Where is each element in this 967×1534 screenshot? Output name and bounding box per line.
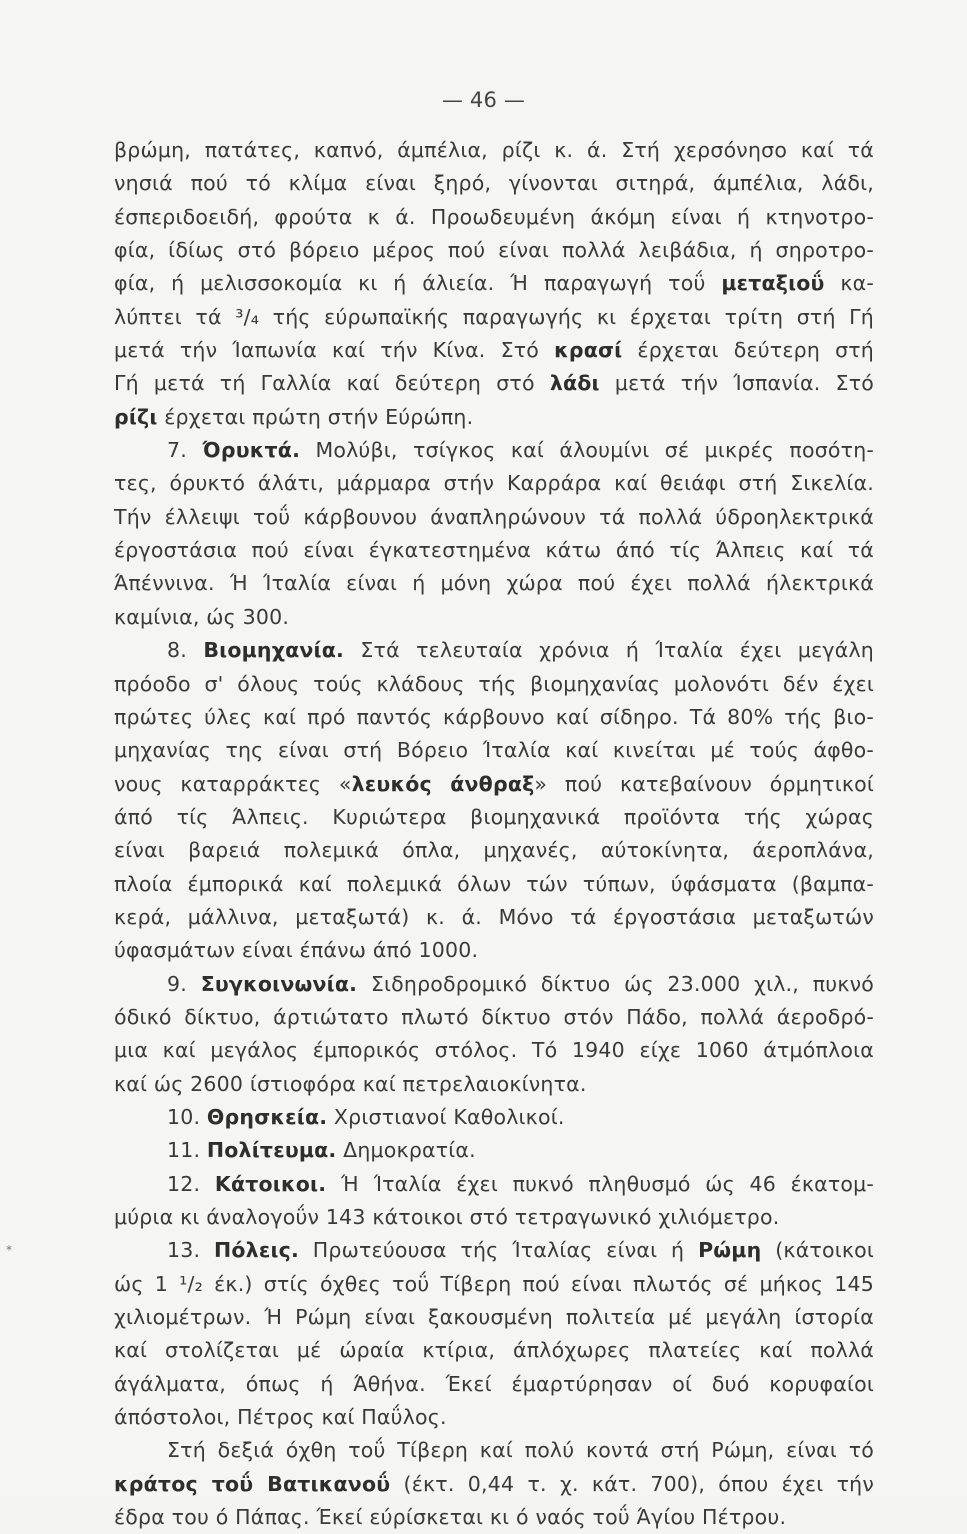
text-line — [114, 334, 874, 367]
text-run: 12. — [167, 1171, 215, 1196]
text-line — [114, 467, 874, 500]
text-run: είναι βαρειά πολεμικά όπλα, μηχανές, αύτοκίνητα, άεροπλάνα, — [114, 838, 874, 863]
bold-term: Ρώμη — [698, 1238, 762, 1263]
text-run: μηχανίας της είναι στή Βόρειο Ίταλία καί κινείται μέ τούς άφθο- — [114, 738, 874, 763]
text-line — [114, 1268, 874, 1301]
text-line — [114, 1234, 874, 1267]
text-run: φία, ή μελισσοκομία κι ή άλιεία. Ή παραγωγή τοΰ — [114, 271, 722, 296]
text-run: » πού κατεβαίνουν όρμητικοί — [534, 771, 875, 796]
bold-term: λάδι — [549, 371, 600, 396]
text-run: μετά τήν Ίσπανία. Στό — [599, 371, 874, 396]
text-line — [114, 534, 874, 567]
text-run: 11. — [167, 1138, 207, 1163]
text-line — [114, 901, 874, 934]
bold-term: Βιομηχανία. — [203, 638, 345, 663]
text-run: πρόοδο σ' όλους τούς κλάδους τής βιομηχανίας μολονότι δέν έχει — [114, 671, 874, 696]
text-run: καμίνια, ώς 300. — [114, 604, 290, 629]
text-line — [114, 1468, 874, 1501]
text-run: Άπέννινα. Ή Ίταλία είναι ή μόνη χώρα πού έχει πολλά ήλεκτρικά — [114, 571, 874, 596]
text-line — [114, 201, 874, 234]
text-line — [114, 934, 874, 967]
body-text — [114, 134, 874, 1534]
text-line — [114, 1101, 874, 1134]
text-line — [114, 567, 874, 600]
text-line — [114, 1168, 874, 1201]
text-line — [114, 234, 874, 267]
text-run: 8. — [167, 638, 204, 663]
text-line — [114, 1068, 874, 1101]
margin-mark: * — [6, 1243, 13, 1257]
text-line — [114, 868, 874, 901]
text-run: (έκτ. 0,44 τ. χ. κάτ. 700), όπου έχει τήν — [390, 1471, 874, 1496]
bold-term: κρασί — [554, 338, 623, 363]
text-run: 13. — [167, 1238, 215, 1263]
text-line — [114, 1034, 874, 1067]
text-line — [114, 701, 874, 734]
text-run: Πρωτεύουσα τής Ίταλίας είναι ή — [298, 1238, 699, 1263]
text-run: βρώμη, πατάτες, καπνό, άμπέλια, ρίζι κ. ά. Στή χερσόνησο καί τά — [114, 138, 874, 162]
text-line — [114, 1001, 874, 1034]
text-run: καί στολίζεται μέ ώραία κτίρια, άπλόχωρες πλατείες καί πολλά — [114, 1338, 874, 1363]
text-run: ύφασμάτων είναι έπάνω άπό 1000. — [114, 938, 479, 963]
text-run: Δημοκρατία. — [336, 1138, 476, 1163]
text-line — [114, 267, 874, 300]
text-run: 10. — [167, 1104, 207, 1129]
text-run: Χριστιανοί Καθολικοί. — [327, 1104, 565, 1129]
text-run: νησιά πού τό κλίμα είναι ξηρό, γίνονται σιτηρά, άμπέλια, λάδι, — [114, 171, 874, 196]
text-run: 7. — [167, 438, 203, 463]
bold-term: κράτος τοΰ Βατικανοΰ — [114, 1471, 391, 1496]
text-line — [114, 1368, 874, 1401]
text-line — [114, 134, 874, 167]
text-line — [114, 601, 874, 634]
text-line — [114, 1401, 874, 1434]
text-run: έρχεται πρώτη στήν Εύρώπη. — [157, 404, 474, 429]
bold-term: Όρυκτά. — [202, 438, 301, 463]
text-line — [114, 167, 874, 200]
text-line — [114, 668, 874, 701]
text-run: καί ώς 2600 ίστιοφόρα καί πετρελαιοκίνητα. — [114, 1071, 587, 1096]
text-run: μύρια κι άναλογοΰν 143 κάτοικοι στό τετραγωνικό χιλιόμετρο. — [114, 1205, 780, 1229]
text-line — [114, 801, 874, 834]
bold-term: ρίζι — [114, 404, 158, 429]
text-run: ώς 1 ¹/₂ έκ.) στίς όχθες τοΰ Τίβερη πού είναι πλωτός σέ μήκος 145 — [114, 1271, 874, 1296]
text-line — [114, 501, 874, 534]
text-line — [114, 734, 874, 767]
text-line — [114, 834, 874, 867]
text-run: έργοστάσια πού είναι έγκατεστημένα κάτω άπό τίς Άλπεις καί τά — [114, 538, 874, 563]
text-run: (κάτοικοι — [761, 1238, 874, 1263]
bold-term: Θρησκεία. — [206, 1104, 328, 1129]
text-line — [114, 1434, 874, 1467]
text-run: Στά τελευταία χρόνια ή Ίταλία έχει μεγάλη — [344, 638, 874, 663]
text-run: μετά τήν Ίαπωνία καί τήν Κίνα. Στό — [114, 338, 555, 363]
text-run: μια καί μεγάλος έμπορικός στόλος. Τό 1940 είχε 1060 άτμόπλοια — [114, 1038, 874, 1063]
text-run: Μολύβι, τσίγκος καί άλουμίνι σέ μικρές ποσότη- — [300, 438, 874, 463]
text-run: κα- — [824, 271, 874, 296]
text-line — [114, 768, 874, 801]
text-run: έρχεται δεύτερη στή — [622, 338, 874, 363]
text-run: έσπεριδοειδή, φρούτα κ ά. Προωδευμένη άκόμη είναι ή κτηνοτρο- — [114, 204, 874, 229]
text-line — [114, 1201, 874, 1234]
bold-term: λευκός άνθραξ — [351, 771, 535, 796]
text-line — [114, 968, 874, 1001]
bold-term: Πόλεις. — [214, 1238, 299, 1263]
text-run: πρώτες ύλες καί πρό παντός κάρβουνο καί σίδηρο. Τά 80% τής βιο- — [114, 704, 874, 729]
text-line — [114, 367, 874, 400]
text-run: πλοία έμπορικά καί πολεμικά όλων τών τύπων, ύφάσματα (βαμπα- — [114, 871, 874, 896]
text-line — [114, 1334, 874, 1367]
text-line — [114, 1301, 874, 1334]
text-line — [114, 301, 874, 334]
text-run: έδρα του ό Πάπας. Έκεί εύρίσκεται κι ό ναός τοΰ Άγίου Πέτρου. — [114, 1505, 787, 1530]
page-number: — 46 — — [441, 88, 526, 112]
text-line — [114, 401, 874, 434]
text-run: χιλιομέτρων. Ή Ρώμη είναι ξακουσμένη πολιτεία μέ μεγάλη ίστορία — [114, 1305, 874, 1330]
text-run: άπόστολοι, Πέτρος καί Παΰλος. — [114, 1405, 447, 1430]
text-line — [114, 1501, 874, 1534]
bold-term: Πολίτευμα. — [206, 1138, 337, 1163]
text-run: άγάλματα, όπως ή Άθήνα. Έκεί έμαρτύρησαν οί δυό κορυφαίοι — [114, 1371, 874, 1396]
text-run: Στή δεξιά όχθη τοΰ Τίβερη καί πολύ κοντά στή Ρώμη, είναι τό — [167, 1438, 874, 1463]
text-line — [114, 1134, 874, 1167]
bold-term: μεταξιοΰ — [721, 271, 825, 296]
text-run: Ή Ίταλία έχει πυκνό πληθυσμό ώς 46 έκατομ- — [326, 1171, 874, 1196]
text-run: 9. — [167, 971, 201, 996]
text-run: Σιδηροδρομικό δίκτυο ώς 23.000 χιλ., πυκνό — [357, 971, 874, 996]
text-run: Γή μετά τή Γαλλία καί δεύτερη στό — [114, 371, 550, 396]
text-run: νους καταρράκτες « — [114, 771, 352, 796]
text-run: φία, ίδίως στό βόρειο μέρος πού είναι πολλά λειβάδια, ή σηροτρο- — [114, 238, 874, 263]
text-run: άπό τίς Άλπεις. Κυριώτερα βιομηχανικά προϊόντα τής χώρας — [114, 804, 874, 829]
text-line — [114, 634, 874, 667]
text-run: Τήν έλλειψι τοΰ κάρβουνου άναπληρώνουν τά πολλά ύδροηλεκτρικά — [114, 504, 874, 529]
bold-term: Κάτοικοι. — [214, 1171, 327, 1196]
bold-term: Συγκοινωνία. — [200, 971, 358, 996]
text-line — [114, 434, 874, 467]
text-run: όδικό δίκτυο, άρτιώτατο πλωτό δίκτυο στόν Πάδο, πολλά άεροδρό- — [114, 1004, 874, 1029]
text-run: λύπτει τά ³/₄ τής εύρωπαϊκής παραγωγής κι έρχεται τρίτη στή Γή — [114, 304, 874, 329]
text-run: κερά, μάλλινα, μεταξωτά) κ. ά. Μόνο τά έργοστάσια μεταξωτών — [114, 904, 874, 929]
text-run: τες, όρυκτό άλάτι, μάρμαρα στήν Καρράρα καί θειάφι στή Σικελία. — [114, 471, 874, 496]
